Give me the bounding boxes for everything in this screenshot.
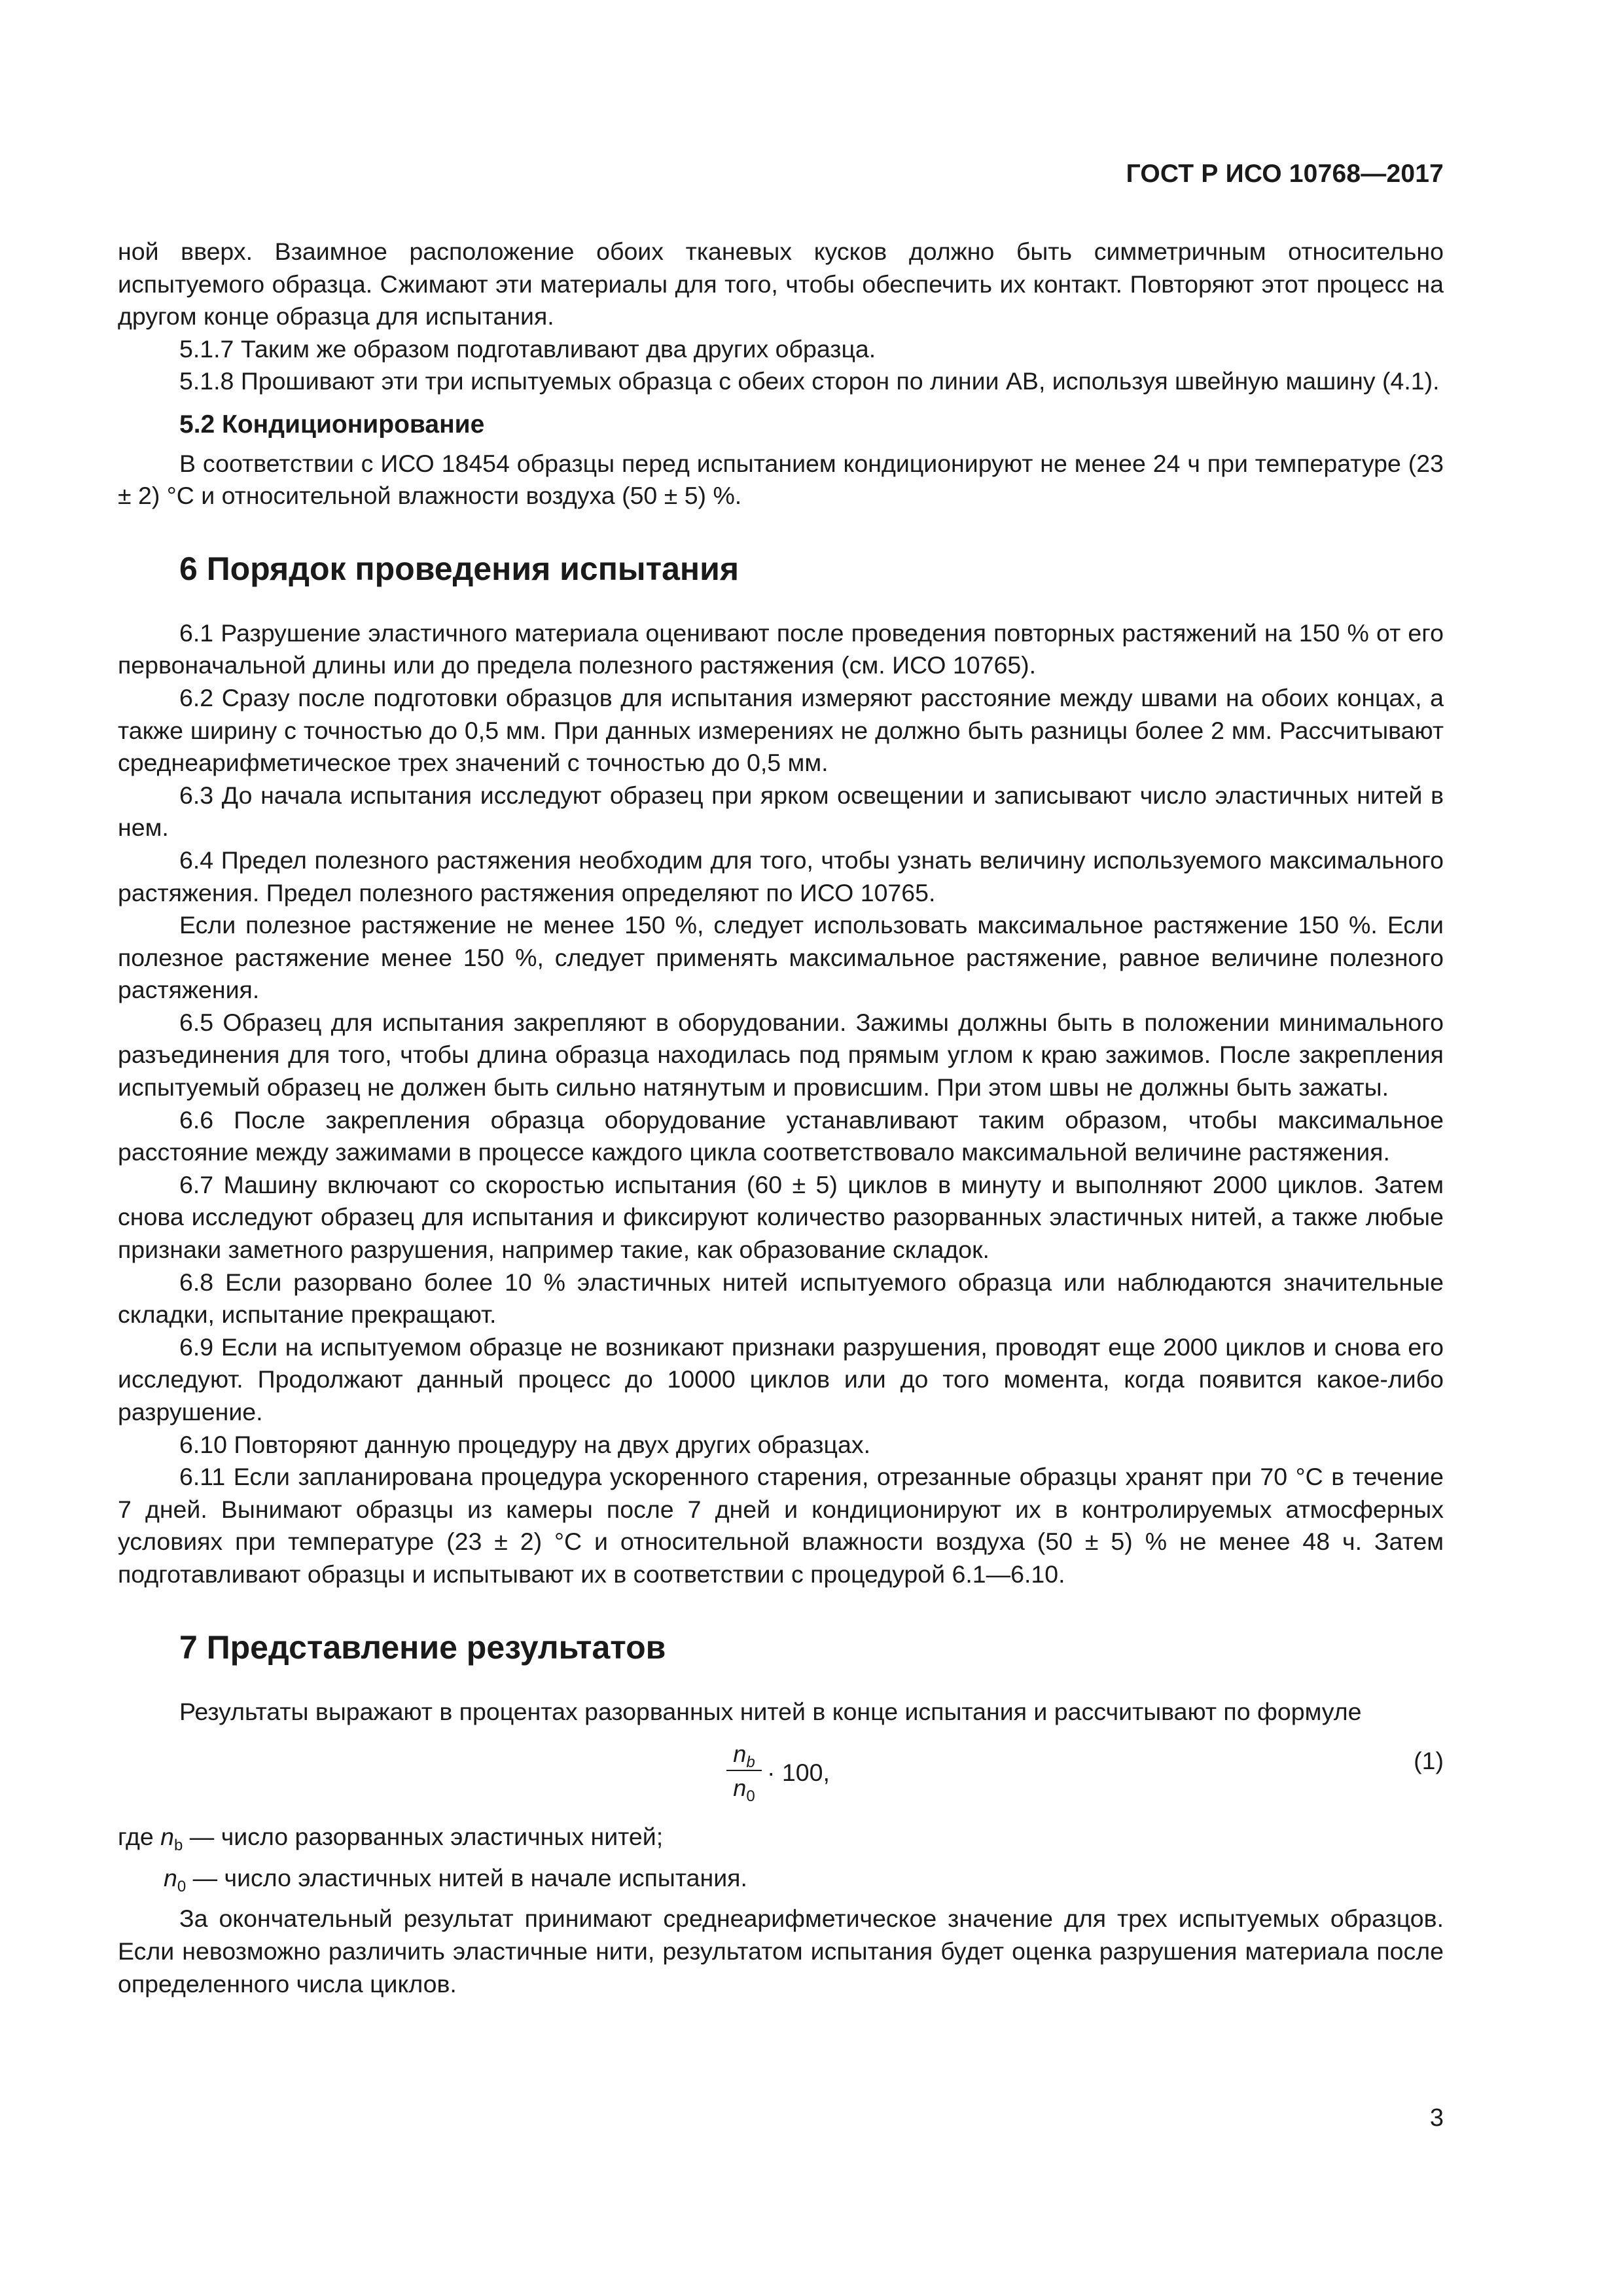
paragraph-6-7: 6.7 Машину включают со скоростью испытания (60 ± 5) циклов в минуту и выполняют 2000 циклов. Затем снова исследуют образец для испытания и фиксируют количество разорванных эластичных нитей, а также любые признаки заметного разрушения, например такие, как образование складок.	[118, 1170, 1444, 1264]
paragraph-6-4: 6.4 Предел полезного растяжения необходим для того, чтобы узнать величину используемого максимального растяжения. Предел полезного растяжения определяют по ИСО 10765.	[118, 846, 1444, 906]
formula-definitions	[118, 1821, 1444, 1903]
paragraph-6-2: 6.2 Сразу после подготовки образцов для испытания измеряют расстояние между швами на обоих концах, а также ширину с точностью до 0,5 мм. При данных измерениях не должно быть разницы более 2 мм. Рассчитывают среднеарифметическое трех значений с точностью до 0,5 мм.	[118, 683, 1444, 777]
subsection-heading-5-2: 5.2 Кондиционирование	[179, 410, 485, 439]
section-heading-7: 7 Представление результатов	[179, 1628, 666, 1666]
paragraph-6-5: 6.5 Образец для испытания закрепляют в оборудовании. Зажимы должны быть в положении минимального разъединения для того, чтобы длина образца находилась под прямым углом к краю зажимов. После закрепления испытуемый образец не должен быть сильно натянутым и провисшим. При этом швы не должны быть зажаты.	[118, 1008, 1444, 1102]
definition-nb	[118, 1821, 1444, 1862]
document-body	[118, 236, 1444, 2000]
paragraph-6-1: 6.1 Разрушение эластичного материала оценивают после проведения повторных растяжений на 150 % от его первоначальной длины или до предела полезного растяжения (см. ИСО 10765).	[118, 619, 1444, 679]
numerator-subscript: b	[746, 1753, 755, 1772]
paragraph-results-intro: Результаты выражают в процентах разорванных нитей в конце испытания и рассчитывают по формуле	[179, 1697, 1362, 1725]
page-number: 3	[1429, 2104, 1444, 2132]
formula-1	[118, 1740, 1444, 1812]
paragraph-5-1-8: 5.1.8 Прошивают эти три испытуемых образца с обеих сторон по линии АВ, используя швейную машину (4.1).	[179, 367, 1440, 395]
def1-variable: n	[160, 1823, 175, 1851]
def2-text: — число эластичных нитей в начале испытания.	[186, 1863, 747, 1892]
paragraph-5-1-7: 5.1.7 Таким же образом подготавливают два других образца.	[179, 334, 876, 363]
paragraph-6-3: 6.3 До начала испытания исследуют образец при ярком освещении и записывают число эластичных нитей в нем.	[118, 781, 1444, 842]
paragraph-results-final: За окончательный результат принимают среднеарифметическое значение для трех испытуемых образцов. Если невозможно различить эластичные нити, результатом испытания будет оценка разрушения материала после определенного числа циклов.	[118, 1905, 1444, 1998]
section-heading-6: 6 Порядок проведения испытания	[179, 550, 740, 587]
denominator-variable: n	[733, 1774, 747, 1802]
def2-subscript: 0	[177, 1877, 187, 1895]
denominator-subscript: 0	[746, 1787, 755, 1806]
formula-fraction	[726, 1740, 762, 1806]
formula-multiplier: · 100,	[767, 1759, 830, 1787]
formula-number: (1)	[1414, 1747, 1444, 1775]
paragraph-6-4-continued: Если полезное растяжение не менее 150 %, следует использовать максимальное растяжение 150 %. Если полезное растяжение менее 150 %, следует применять максимальное растяжение, равное величине полезного растяжения.	[118, 911, 1444, 1004]
def1-text: — число разорванных эластичных нитей;	[183, 1823, 664, 1851]
paragraph-6-9: 6.9 Если на испытуемом образце не возникают признаки разрушения, проводят еще 2000 циклов и снова его исследуют. Продолжают данный процесс до 10000 циклов или до того момента, когда появится какое-либо разрушение.	[118, 1333, 1444, 1426]
paragraph-6-10: 6.10 Повторяют данную процедуру на двух других образцах.	[179, 1430, 870, 1458]
paragraph-continuation: ной вверх. Взаимное расположение обоих тканевых кусков должно быть симметричным относительно испытуемого образца. Сжимают эти материалы для того, чтобы обеспечить их контакт. Повторяют этот процесс на другом конце образца для испытания.	[118, 238, 1444, 331]
where-word: где	[118, 1823, 154, 1851]
formula-numerator	[726, 1740, 762, 1772]
def2-variable: n	[164, 1863, 177, 1892]
paragraph-6-11: 6.11 Если запланирована процедура ускоренного старения, отрезанные образцы хранят при 70 °С в течение 7 дней. Вынимают образцы из камеры после 7 дней и кондиционируют их в контролируемых атмосферных условиях при температуре (23 ± 2) °С и относительной влажности воздуха (50 ± 5) % не менее 48 ч. Затем подготавливают образцы и испытывают их в соответствии с процедурой 6.1—6.10.	[118, 1463, 1444, 1588]
paragraph-5-2: В соответствии с ИСО 18454 образцы перед испытанием кондиционируют не менее 24 ч при температуре (23 ± 2) °С и относительной влажности воздуха (50 ± 5) %.	[118, 449, 1444, 510]
def1-subscript: b	[174, 1837, 183, 1855]
numerator-variable: n	[733, 1740, 747, 1768]
fraction-bar	[726, 1770, 762, 1771]
paragraph-6-6: 6.6 После закрепления образца оборудование устанавливают таким образом, чтобы максимальное расстояние между зажимами в процессе каждого цикла соответствовало максимальной величине растяжения.	[118, 1105, 1444, 1166]
paragraph-6-8: 6.8 Если разорвано более 10 % эластичных нитей испытуемого образца или наблюдаются значительные складки, испытание прекращают.	[118, 1268, 1444, 1329]
formula-denominator	[726, 1774, 762, 1806]
definition-n0	[118, 1862, 1444, 1903]
document-header-id: ГОСТ Р ИСО 10768—2017	[1126, 160, 1444, 188]
